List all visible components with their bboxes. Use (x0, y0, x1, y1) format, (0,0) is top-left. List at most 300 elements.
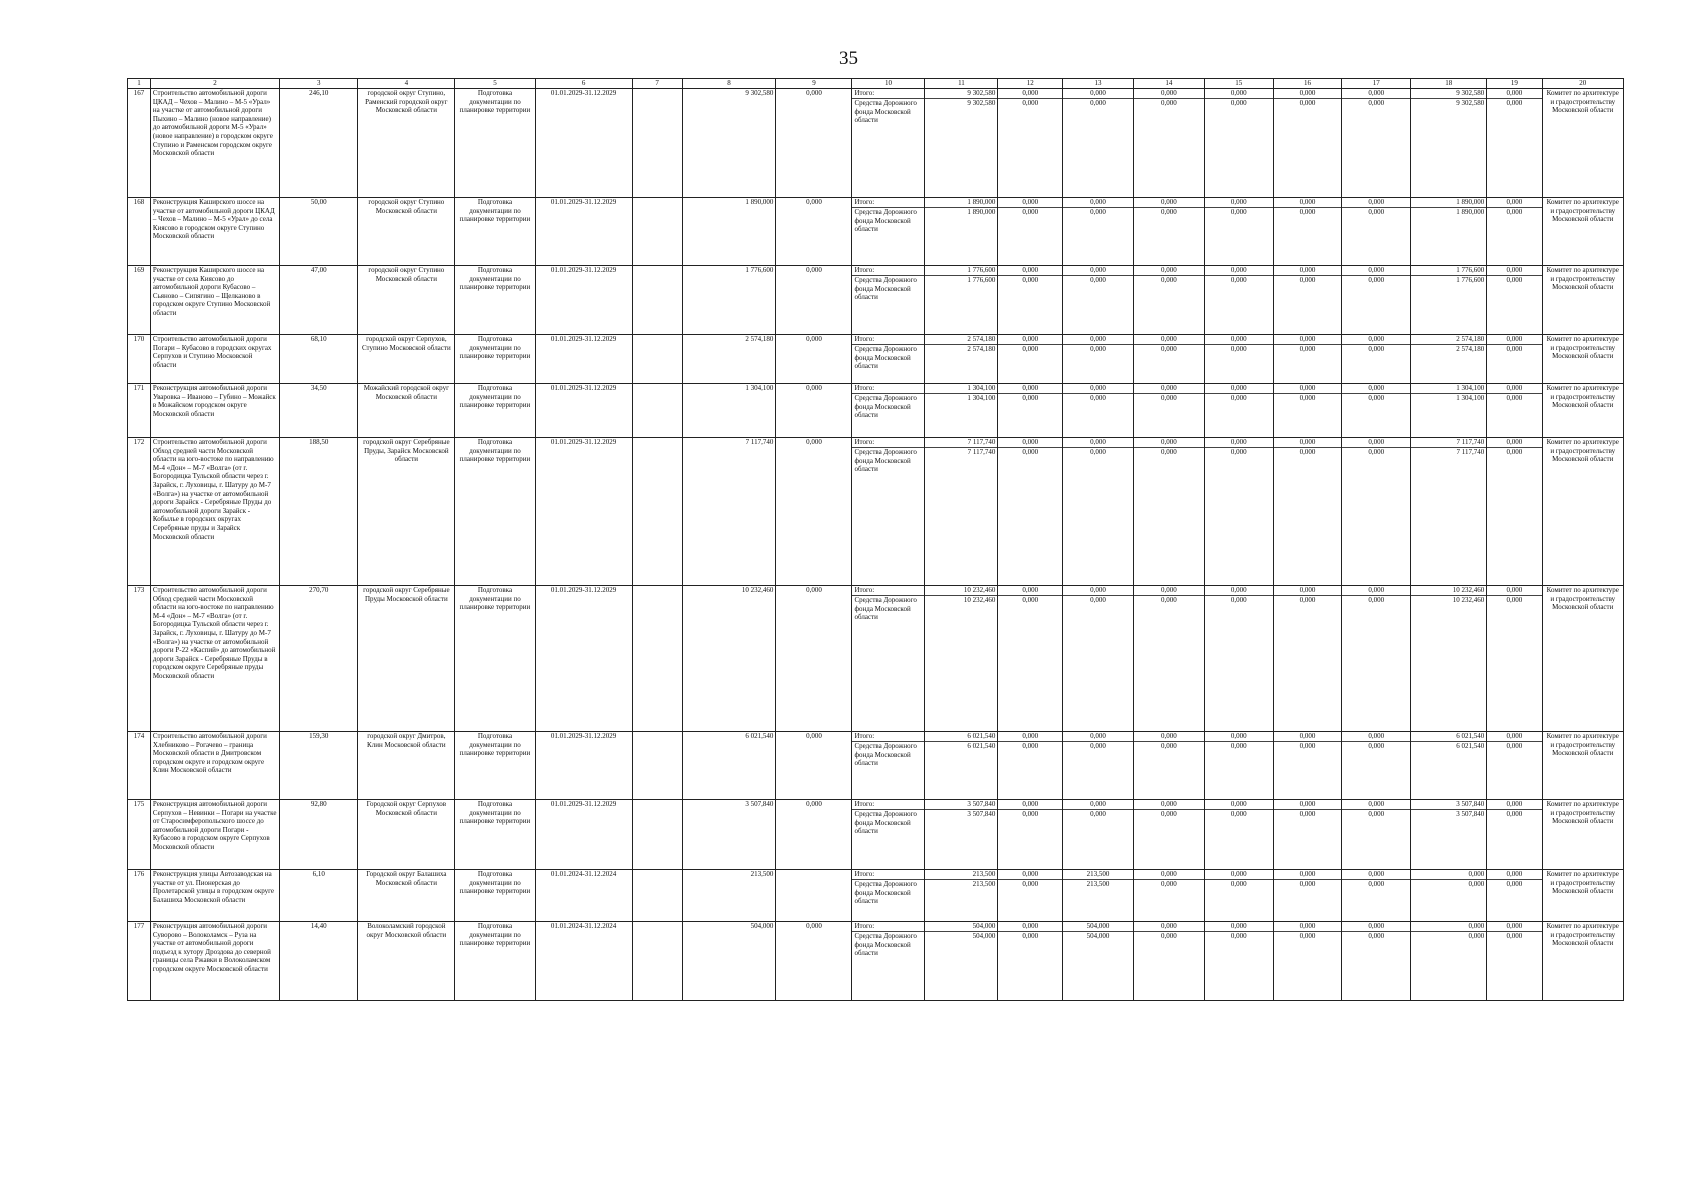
column-number-row (128, 79, 1624, 89)
source-amount: 0,000 (1022, 448, 1039, 456)
column-number: 2 (150, 79, 279, 89)
length-value: 47,00 (280, 266, 358, 335)
col8-value: 1 776,600 (682, 266, 776, 335)
location: Можайский городской округ Московской области (358, 384, 455, 438)
funding-source-cell (852, 335, 925, 384)
amount-cell-17 (1342, 335, 1411, 384)
total-amount: 0,000 (1063, 266, 1133, 276)
location: Городской округ Серпухов Московской области (358, 800, 455, 870)
total-amount: 0,000 (1134, 335, 1204, 345)
source-amount: 0,000 (1090, 345, 1106, 353)
column-number: 18 (1411, 79, 1487, 89)
funding-source-cell (852, 586, 925, 732)
col9-value: 0,000 (776, 266, 852, 335)
amount-cell-17 (1342, 586, 1411, 732)
amount-cell-14 (1133, 438, 1204, 586)
object-name: Строительство автомобильной дороги ЦКАД – Чехов – Малино – М-5 «Урал» на участке от автомобильной дороги Пыхино – Малино (новое направление) до автомобильной дороги М-5 «Урал» (новое направление) в городском округе Ступино и Раменском городском округе Московской области (150, 89, 279, 198)
total-amount: 0,000 (1487, 335, 1541, 345)
amount-cell-16 (1273, 870, 1342, 922)
funding-total-label: Итого: (852, 89, 924, 99)
column-number: 8 (682, 79, 776, 89)
amount-cell-17 (1342, 384, 1411, 438)
source-amount: 0,000 (1022, 345, 1039, 353)
amount-cell-13 (1063, 586, 1134, 732)
total-amount: 3 507,840 (1411, 800, 1486, 810)
location: городской округ Серебряные Пруды, Зарайск Московской области (358, 438, 455, 586)
col9-value: 0,000 (776, 800, 852, 870)
source-amount: 3 507,840 (967, 810, 996, 818)
source-amount: 0,000 (1022, 742, 1039, 750)
amount-cell-15 (1204, 438, 1273, 586)
work-period: 01.01.2029-31.12.2029 (535, 800, 632, 870)
total-amount: 0,000 (1063, 438, 1133, 448)
amount-cell-13 (1063, 922, 1134, 1001)
total-amount: 0,000 (1205, 586, 1273, 596)
source-amount: 0,000 (1368, 208, 1385, 216)
amount-cell-17 (1342, 732, 1411, 800)
total-amount: 0,000 (1134, 586, 1204, 596)
total-amount: 0,000 (998, 384, 1062, 394)
work-stage: Подготовка документации по планировке территории (455, 198, 535, 266)
table-row (128, 89, 1624, 198)
amount-cell-19 (1487, 89, 1542, 198)
work-period: 01.01.2029-31.12.2029 (535, 89, 632, 198)
object-name: Реконструкция автомобильной дороги Серпухов – Невинки – Погари на участке от Старосимферопольского шоссе до автомобильной дороги Погари - Кубасово в городском округе Серпухов Московской области (150, 800, 279, 870)
source-amount: 0,000 (1299, 880, 1316, 888)
funding-source-label: Средства Дорожного фонда Московской области (854, 345, 917, 371)
amount-cell-19 (1487, 922, 1542, 1001)
table-row (128, 922, 1624, 1001)
total-amount: 213,500 (925, 870, 997, 880)
amount-cell-18 (1411, 732, 1487, 800)
work-stage: Подготовка документации по планировке территории (455, 335, 535, 384)
source-amount: 0,000 (1368, 345, 1385, 353)
total-amount: 0,000 (1274, 586, 1342, 596)
source-amount: 0,000 (1090, 394, 1106, 402)
total-amount: 0,000 (1411, 922, 1486, 932)
col9-value: 0,000 (776, 89, 852, 198)
total-amount: 0,000 (1274, 732, 1342, 742)
source-amount: 0,000 (1160, 810, 1177, 818)
source-amount: 0,000 (1090, 448, 1106, 456)
amount-cell-19 (1487, 732, 1542, 800)
total-amount: 0,000 (1134, 870, 1204, 880)
funding-source-label: Средства Дорожного фонда Московской области (854, 742, 917, 768)
column-number: 10 (852, 79, 925, 89)
work-stage: Подготовка документации по планировке территории (455, 800, 535, 870)
work-stage: Подготовка документации по планировке территории (455, 922, 535, 1001)
total-amount: 6 021,540 (1411, 732, 1486, 742)
amount-cell-19 (1487, 198, 1542, 266)
total-amount: 0,000 (998, 438, 1062, 448)
col8-value: 504,000 (682, 922, 776, 1001)
column-number: 11 (925, 79, 998, 89)
total-amount: 7 117,740 (925, 438, 997, 448)
column-number: 17 (1342, 79, 1411, 89)
funding-source-label: Средства Дорожного фонда Московской области (854, 448, 917, 474)
total-amount: 0,000 (1063, 384, 1133, 394)
source-amount: 1 890,000 (1456, 208, 1485, 216)
source-amount: 9 302,580 (1456, 99, 1485, 107)
source-amount: 0,000 (1230, 345, 1247, 353)
amount-cell-11 (925, 870, 998, 922)
total-amount: 0,000 (1487, 870, 1541, 880)
total-amount: 0,000 (1134, 89, 1204, 99)
amount-cell-15 (1204, 870, 1273, 922)
source-amount: 0,000 (1090, 99, 1106, 107)
source-amount: 1 304,100 (1456, 394, 1485, 402)
total-amount: 0,000 (1205, 732, 1273, 742)
total-amount: 0,000 (1487, 384, 1541, 394)
length-value: 159,30 (280, 732, 358, 800)
total-amount: 0,000 (998, 922, 1062, 932)
funding-source-label: Средства Дорожного фонда Московской области (854, 596, 917, 622)
col9-value: 0,000 (776, 335, 852, 384)
amount-cell-14 (1133, 335, 1204, 384)
total-amount: 0,000 (1274, 922, 1342, 932)
source-amount: 0,000 (1090, 208, 1106, 216)
funding-source-cell (852, 384, 925, 438)
table-row (128, 266, 1624, 335)
object-name: Строительство автомобильной дороги Хлебниково – Рогачево – граница Московской области в Дмитровском городском округе и городском округе Клин Московской области (150, 732, 279, 800)
amount-cell-15 (1204, 732, 1273, 800)
total-amount: 0,000 (1063, 198, 1133, 208)
total-amount: 1 776,600 (1411, 266, 1486, 276)
work-stage: Подготовка документации по планировке территории (455, 732, 535, 800)
source-amount: 0,000 (1090, 810, 1106, 818)
source-amount: 0,000 (1230, 880, 1247, 888)
source-amount: 0,000 (1160, 880, 1177, 888)
source-amount: 0,000 (1160, 99, 1177, 107)
amount-cell-11 (925, 800, 998, 870)
total-amount: 0,000 (1134, 384, 1204, 394)
col7-value (632, 586, 682, 732)
table-row (128, 732, 1624, 800)
source-amount: 7 117,740 (1456, 448, 1485, 456)
source-amount: 6 021,540 (1456, 742, 1485, 750)
source-amount: 0,000 (1230, 742, 1247, 750)
col9-value: 0,000 (776, 586, 852, 732)
amount-cell-19 (1487, 266, 1542, 335)
total-amount: 0,000 (1274, 870, 1342, 880)
amount-cell-18 (1411, 438, 1487, 586)
col7-value (632, 89, 682, 198)
total-amount: 0,000 (1487, 800, 1541, 810)
amount-cell-14 (1133, 384, 1204, 438)
col7-value (632, 335, 682, 384)
location: Волоколамский городской округ Московской области (358, 922, 455, 1001)
responsible-customer: Комитет по архитектуре и градостроительству Московской области (1542, 800, 1623, 870)
amount-cell-17 (1342, 870, 1411, 922)
col9-value: 0,000 (776, 922, 852, 1001)
source-amount: 10 232,460 (1452, 596, 1485, 604)
source-amount: 0,000 (1160, 448, 1177, 456)
responsible-customer: Комитет по архитектуре и градостроительству Московской области (1542, 732, 1623, 800)
source-amount: 0,000 (1230, 208, 1247, 216)
source-amount: 0,000 (1468, 880, 1485, 888)
row-number: 172 (128, 438, 151, 586)
object-name: Реконструкция автомобильной дороги Суворово – Волоколамск – Руза на участке от автомобильной дороги подъезд к хутору Дроздова до северной границы села Ржавки в Волоколамском городском округе Московской области (150, 922, 279, 1001)
total-amount: 6 021,540 (925, 732, 997, 742)
work-period: 01.01.2029-31.12.2029 (535, 335, 632, 384)
source-amount: 0,000 (1368, 448, 1385, 456)
amount-cell-19 (1487, 586, 1542, 732)
total-amount: 0,000 (1274, 800, 1342, 810)
total-amount: 0,000 (1342, 438, 1410, 448)
total-amount: 0,000 (998, 800, 1062, 810)
responsible-customer: Комитет по архитектуре и градостроительству Московской области (1542, 870, 1623, 922)
total-amount: 9 302,580 (925, 89, 997, 99)
row-number: 168 (128, 198, 151, 266)
funding-source-label: Средства Дорожного фонда Московской области (854, 932, 917, 958)
total-amount: 0,000 (1134, 732, 1204, 742)
funding-source-cell (852, 922, 925, 1001)
total-amount: 0,000 (1487, 732, 1541, 742)
total-amount: 0,000 (1205, 266, 1273, 276)
length-value: 92,80 (280, 800, 358, 870)
responsible-customer: Комитет по архитектуре и градостроительству Московской области (1542, 198, 1623, 266)
table-row (128, 384, 1624, 438)
source-amount: 0,000 (1160, 394, 1177, 402)
total-amount: 0,000 (1134, 198, 1204, 208)
total-amount: 1 304,100 (925, 384, 997, 394)
source-amount: 0,000 (1022, 99, 1039, 107)
funding-total-label: Итого: (852, 198, 924, 208)
source-amount: 1 890,000 (967, 208, 996, 216)
funding-total-label: Итого: (852, 922, 924, 932)
row-number: 169 (128, 266, 151, 335)
col9-value: 0,000 (776, 198, 852, 266)
source-amount: 0,000 (1230, 596, 1247, 604)
amount-cell-18 (1411, 922, 1487, 1001)
source-amount: 0,000 (1022, 810, 1039, 818)
column-number: 3 (280, 79, 358, 89)
amount-cell-13 (1063, 438, 1134, 586)
location: городской округ Ступино, Раменский городской округ Московской области (358, 89, 455, 198)
amount-cell-12 (998, 732, 1063, 800)
amount-cell-14 (1133, 89, 1204, 198)
amount-cell-12 (998, 198, 1063, 266)
amount-cell-13 (1063, 384, 1134, 438)
page-number: 35 (839, 48, 858, 69)
work-period: 01.01.2029-31.12.2029 (535, 586, 632, 732)
length-value: 50,00 (280, 198, 358, 266)
source-amount: 0,000 (1468, 932, 1485, 940)
responsible-customer: Комитет по архитектуре и градостроительству Московской области (1542, 335, 1623, 384)
total-amount: 0,000 (1063, 800, 1133, 810)
amount-cell-16 (1273, 586, 1342, 732)
total-amount: 1 890,000 (1411, 198, 1486, 208)
source-amount: 0,000 (1230, 810, 1247, 818)
funding-total-label: Итого: (852, 800, 924, 810)
length-value: 188,50 (280, 438, 358, 586)
source-amount: 0,000 (1299, 394, 1316, 402)
source-amount: 0,000 (1299, 276, 1316, 284)
column-number: 13 (1063, 79, 1134, 89)
amount-cell-17 (1342, 198, 1411, 266)
amount-cell-18 (1411, 586, 1487, 732)
column-number: 20 (1542, 79, 1623, 89)
object-name: Реконструкция Каширского шоссе на участке от села Киясово до автомобильной дороги Кубасово – Сьяново – Сипягино – Щелканово в городском округе Ступино Московской области (150, 266, 279, 335)
total-amount: 0,000 (1205, 198, 1273, 208)
amount-cell-14 (1133, 732, 1204, 800)
total-amount: 0,000 (1342, 198, 1410, 208)
total-amount: 504,000 (925, 922, 997, 932)
amount-cell-11 (925, 732, 998, 800)
col8-value: 9 302,580 (682, 89, 776, 198)
source-amount: 1 776,600 (1456, 276, 1485, 284)
total-amount: 0,000 (1487, 438, 1541, 448)
work-stage: Подготовка документации по планировке территории (455, 384, 535, 438)
responsible-customer: Комитет по архитектуре и градостроительству Московской области (1542, 384, 1623, 438)
amount-cell-16 (1273, 384, 1342, 438)
source-amount: 0,000 (1506, 345, 1523, 353)
source-amount: 0,000 (1368, 932, 1385, 940)
amount-cell-15 (1204, 198, 1273, 266)
amount-cell-15 (1204, 800, 1273, 870)
funding-source-label: Средства Дорожного фонда Московской области (854, 880, 917, 906)
column-number: 4 (358, 79, 455, 89)
source-amount: 2 574,180 (967, 345, 996, 353)
total-amount: 0,000 (1487, 586, 1541, 596)
amount-cell-19 (1487, 335, 1542, 384)
source-amount: 0,000 (1506, 880, 1523, 888)
col8-value: 1 304,100 (682, 384, 776, 438)
total-amount: 0,000 (1205, 438, 1273, 448)
total-amount: 0,000 (998, 198, 1062, 208)
source-amount: 0,000 (1299, 99, 1316, 107)
col8-value: 6 021,540 (682, 732, 776, 800)
amount-cell-11 (925, 198, 998, 266)
object-name: Строительство автомобильной дороги Обход средней части Московской области на юго-востоке по направлению М-4 «Дон» – М-7 «Волга» (от г. Богородицка Тульской области через г. Зарайск, г. Луховицы, г. Шатуру до М-7 «Волга») на участке от автомобильной дороги Зарайск - Серебряные Пруды до автомобильной дороги Зарайск - Кобылье в городских округах Серебряные пруды и Зарайск Московской области (150, 438, 279, 586)
amount-cell-15 (1204, 89, 1273, 198)
source-amount: 0,000 (1368, 742, 1385, 750)
col7-value (632, 384, 682, 438)
source-amount: 504,000 (972, 932, 996, 940)
work-stage: Подготовка документации по планировке территории (455, 438, 535, 586)
source-amount: 0,000 (1160, 596, 1177, 604)
row-number: 174 (128, 732, 151, 800)
funding-source-cell (852, 870, 925, 922)
source-amount: 0,000 (1299, 448, 1316, 456)
column-number: 7 (632, 79, 682, 89)
source-amount: 0,000 (1299, 742, 1316, 750)
amount-cell-13 (1063, 89, 1134, 198)
total-amount: 0,000 (1134, 922, 1204, 932)
total-amount: 0,000 (1342, 89, 1410, 99)
source-amount: 0,000 (1022, 208, 1039, 216)
funding-total-label: Итого: (852, 732, 924, 742)
amount-cell-12 (998, 922, 1063, 1001)
source-amount: 0,000 (1230, 394, 1247, 402)
responsible-customer: Комитет по архитектуре и градостроительству Московской области (1542, 922, 1623, 1001)
amount-cell-13 (1063, 198, 1134, 266)
total-amount: 1 890,000 (925, 198, 997, 208)
source-amount: 0,000 (1022, 932, 1039, 940)
amount-cell-14 (1133, 870, 1204, 922)
length-value: 270,70 (280, 586, 358, 732)
source-amount: 9 302,580 (967, 99, 996, 107)
amount-cell-11 (925, 89, 998, 198)
length-value: 14,40 (280, 922, 358, 1001)
total-amount: 0,000 (1134, 266, 1204, 276)
source-amount: 0,000 (1160, 742, 1177, 750)
column-number: 19 (1487, 79, 1542, 89)
source-amount: 6 021,540 (967, 742, 996, 750)
col8-value: 213,500 (682, 870, 776, 922)
total-amount: 7 117,740 (1411, 438, 1486, 448)
funding-source-label: Средства Дорожного фонда Московской области (854, 208, 917, 234)
work-stage: Подготовка документации по планировке территории (455, 586, 535, 732)
funding-total-label: Итого: (852, 586, 924, 596)
location: городской округ Ступино Московской области (358, 198, 455, 266)
work-stage: Подготовка документации по планировке территории (455, 266, 535, 335)
total-amount: 0,000 (1205, 335, 1273, 345)
source-amount: 2 574,180 (1456, 345, 1485, 353)
column-number: 9 (776, 79, 852, 89)
total-amount: 0,000 (1487, 198, 1541, 208)
col7-value (632, 870, 682, 922)
column-number: 1 (128, 79, 151, 89)
source-amount: 0,000 (1506, 448, 1523, 456)
row-number: 171 (128, 384, 151, 438)
source-amount: 0,000 (1299, 810, 1316, 818)
source-amount: 1 304,100 (967, 394, 996, 402)
amount-cell-19 (1487, 384, 1542, 438)
source-amount: 0,000 (1506, 208, 1523, 216)
table-row (128, 438, 1624, 586)
amount-cell-16 (1273, 266, 1342, 335)
work-period: 01.01.2024-31.12.2024 (535, 922, 632, 1001)
col8-value: 3 507,840 (682, 800, 776, 870)
col8-value: 10 232,460 (682, 586, 776, 732)
total-amount: 0,000 (1342, 335, 1410, 345)
col7-value (632, 732, 682, 800)
amount-cell-17 (1342, 89, 1411, 198)
source-amount: 0,000 (1230, 99, 1247, 107)
total-amount: 10 232,460 (1411, 586, 1486, 596)
amount-cell-19 (1487, 800, 1542, 870)
table-row (128, 198, 1624, 266)
col8-value: 2 574,180 (682, 335, 776, 384)
total-amount: 0,000 (1205, 89, 1273, 99)
amount-cell-12 (998, 335, 1063, 384)
total-amount: 3 507,840 (925, 800, 997, 810)
total-amount: 0,000 (1274, 89, 1342, 99)
work-period: 01.01.2024-31.12.2024 (535, 870, 632, 922)
amount-cell-16 (1273, 438, 1342, 586)
source-amount: 0,000 (1090, 596, 1106, 604)
amount-cell-18 (1411, 266, 1487, 335)
amount-cell-12 (998, 438, 1063, 586)
amount-cell-16 (1273, 198, 1342, 266)
location: Городской округ Балашиха Московской области (358, 870, 455, 922)
amount-cell-15 (1204, 922, 1273, 1001)
location: городской округ Дмитров, Клин Московской области (358, 732, 455, 800)
amount-cell-14 (1133, 198, 1204, 266)
total-amount: 0,000 (1274, 198, 1342, 208)
source-amount: 0,000 (1230, 448, 1247, 456)
location: городской округ Ступино Московской области (358, 266, 455, 335)
total-amount: 0,000 (998, 335, 1062, 345)
funding-source-cell (852, 89, 925, 198)
source-amount: 0,000 (1368, 394, 1385, 402)
source-amount: 3 507,840 (1456, 810, 1485, 818)
column-number: 16 (1273, 79, 1342, 89)
amount-cell-12 (998, 89, 1063, 198)
source-amount: 0,000 (1160, 345, 1177, 353)
amount-cell-19 (1487, 870, 1542, 922)
